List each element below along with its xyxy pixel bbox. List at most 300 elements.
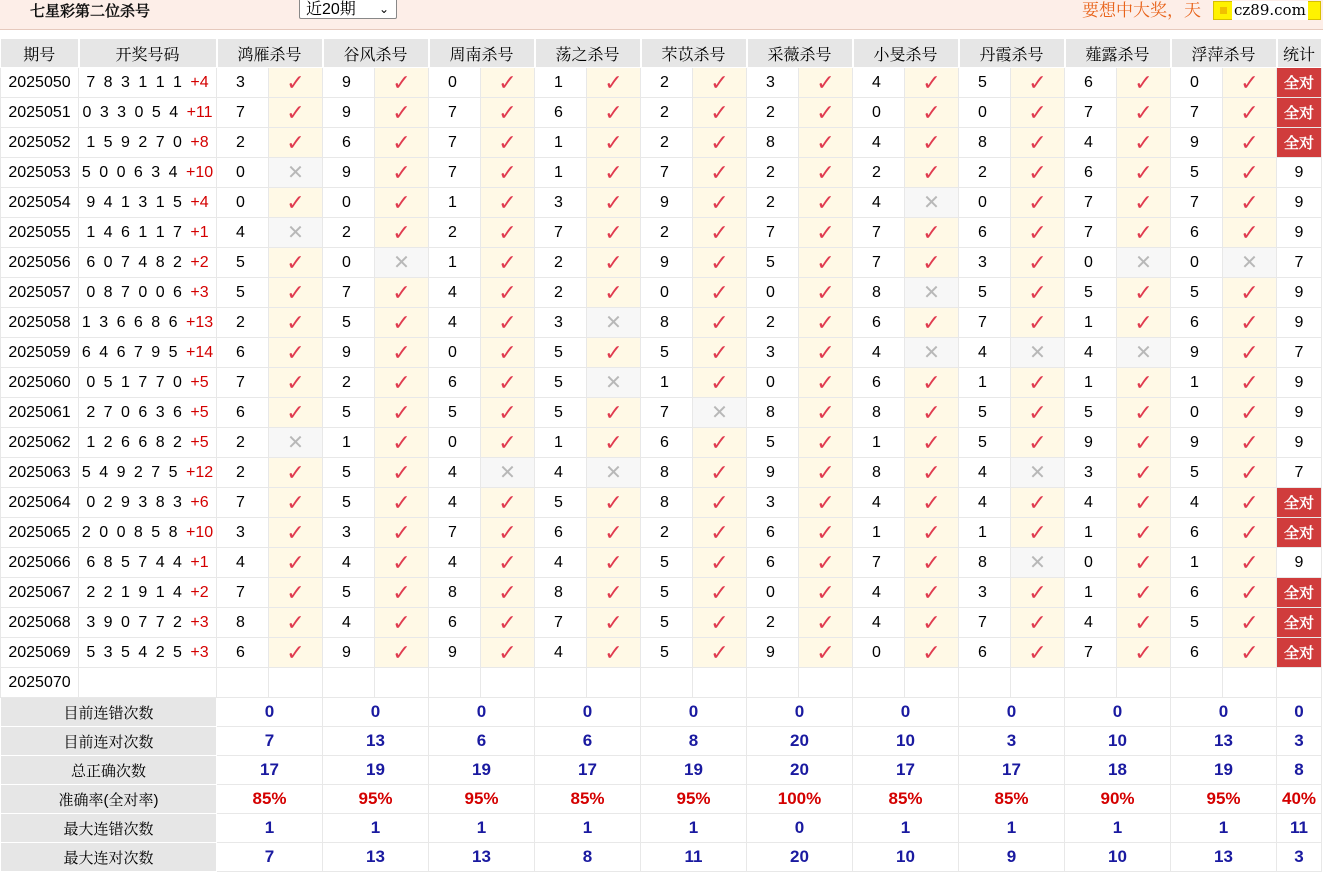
check-icon: ✓ [1223, 428, 1277, 458]
kill-number-cell: 1 [853, 518, 905, 548]
summary-row [1, 756, 1322, 785]
summary-label: 目前连对次数 [1, 727, 217, 756]
header-stat: 统计 [1277, 39, 1322, 68]
kill-number-cell: 2 [747, 158, 799, 188]
check-icon: ✓ [1223, 608, 1277, 638]
draw-numbers: 6 8 5 7 4 4 [86, 553, 184, 571]
kill-number-cell: 6 [217, 338, 269, 368]
period-cell: 2025055 [1, 218, 79, 248]
summary-value: 0 [853, 698, 959, 727]
kill-number-cell: 5 [747, 428, 799, 458]
kill-number-cell: 8 [747, 398, 799, 428]
summary-value: 0 [323, 698, 429, 727]
check-icon: ✓ [481, 518, 535, 548]
check-icon: ✓ [1117, 608, 1171, 638]
check-icon: ✓ [1117, 68, 1171, 98]
draw-extra-number: +2 [190, 583, 209, 601]
summary-value: 19 [429, 756, 535, 785]
check-icon: ✓ [1117, 488, 1171, 518]
kill-number-cell: 7 [959, 608, 1011, 638]
check-icon: ✓ [587, 608, 641, 638]
check-icon: ✓ [1117, 458, 1171, 488]
draw-cell [79, 518, 217, 548]
kill-number-cell: 4 [1065, 128, 1117, 158]
check-icon: ✓ [1011, 158, 1065, 188]
kill-number-cell: 5 [641, 608, 693, 638]
kill-number-cell: 6 [747, 548, 799, 578]
kill-number-cell: 5 [959, 278, 1011, 308]
kill-number-cell: 1 [641, 368, 693, 398]
check-icon: ✓ [481, 158, 535, 188]
kill-number-cell: 7 [217, 488, 269, 518]
kill-number-cell: 6 [1171, 638, 1223, 668]
table-row [1, 278, 1322, 308]
check-icon: ✓ [375, 638, 429, 668]
kill-number-cell: 6 [853, 308, 905, 338]
table-header-row [1, 39, 1322, 68]
period-cell: 2025063 [1, 458, 79, 488]
check-icon: ✓ [587, 98, 641, 128]
header-expert[interactable]: 荡之杀号 [535, 39, 641, 68]
kill-number-cell: 8 [853, 458, 905, 488]
current-kill-spacer [481, 668, 535, 698]
kill-number-cell: 5 [1171, 278, 1223, 308]
summary-value: 10 [853, 727, 959, 756]
summary-value: 17 [535, 756, 641, 785]
kill-number-cell: 5 [1065, 278, 1117, 308]
kill-number-cell: 1 [429, 188, 481, 218]
cross-icon: ✕ [1117, 248, 1171, 278]
draw-extra-number: +5 [190, 373, 209, 391]
draw-extra-number: +4 [190, 73, 209, 91]
check-icon: ✓ [1011, 638, 1065, 668]
draw-extra-number: +2 [190, 253, 209, 271]
kill-number-cell: 9 [641, 188, 693, 218]
kill-number-cell: 7 [1065, 188, 1117, 218]
summary-value: 85% [959, 785, 1065, 814]
kill-number-cell: 4 [959, 458, 1011, 488]
draw-extra-number: +10 [185, 163, 214, 181]
check-icon: ✓ [587, 218, 641, 248]
summary-stat-value: 0 [1277, 698, 1322, 727]
check-icon: ✓ [269, 248, 323, 278]
draw-extra-number: +11 [186, 103, 213, 121]
summary-value: 8 [535, 843, 641, 872]
kill-number-cell: 9 [323, 68, 375, 98]
logo-square-icon [1220, 7, 1227, 14]
check-icon: ✓ [481, 368, 535, 398]
check-icon: ✓ [905, 248, 959, 278]
kill-number-cell: 0 [959, 98, 1011, 128]
check-icon: ✓ [269, 308, 323, 338]
summary-value: 17 [217, 756, 323, 785]
draw-numbers: 6 0 7 4 8 2 [86, 253, 184, 271]
check-icon: ✓ [1117, 278, 1171, 308]
header-expert[interactable]: 周南杀号 [429, 39, 535, 68]
check-icon: ✓ [481, 398, 535, 428]
kill-number-cell: 7 [217, 368, 269, 398]
summary-value: 3 [959, 727, 1065, 756]
summary-value: 1 [959, 814, 1065, 843]
check-icon: ✓ [799, 98, 853, 128]
header-expert[interactable]: 采薇杀号 [747, 39, 853, 68]
check-icon: ✓ [1117, 188, 1171, 218]
check-icon: ✓ [269, 68, 323, 98]
kill-number-cell: 7 [853, 248, 905, 278]
cross-icon: ✕ [587, 368, 641, 398]
check-icon: ✓ [1223, 98, 1277, 128]
period-range-select[interactable] [299, 0, 397, 19]
draw-cell [79, 608, 217, 638]
summary-value: 1 [429, 814, 535, 843]
kill-number-cell: 8 [641, 488, 693, 518]
check-icon: ✓ [269, 578, 323, 608]
table-row [1, 608, 1322, 638]
check-icon: ✓ [799, 278, 853, 308]
current-kill-spacer [1117, 668, 1171, 698]
kill-number-cell: 8 [853, 278, 905, 308]
check-icon: ✓ [1011, 128, 1065, 158]
check-icon: ✓ [799, 488, 853, 518]
kill-number-cell: 4 [853, 128, 905, 158]
check-icon: ✓ [481, 218, 535, 248]
summary-value: 1 [323, 814, 429, 843]
draw-extra-number: +14 [185, 343, 214, 361]
row-stat-cell: 全对 [1277, 488, 1322, 518]
check-icon: ✓ [587, 188, 641, 218]
kill-number-cell: 5 [535, 338, 587, 368]
period-cell: 2025064 [1, 488, 79, 518]
row-stat-cell: 9 [1277, 398, 1322, 428]
summary-value: 95% [429, 785, 535, 814]
summary-value: 85% [217, 785, 323, 814]
table-row [1, 68, 1322, 98]
draw-numbers: 2 0 0 8 5 8 [81, 523, 180, 541]
summary-value: 6 [535, 727, 641, 756]
kill-number-cell: 6 [641, 428, 693, 458]
draw-numbers: 1 4 6 1 1 7 [86, 223, 184, 241]
check-icon: ✓ [693, 368, 747, 398]
check-icon: ✓ [1223, 458, 1277, 488]
check-icon: ✓ [269, 368, 323, 398]
check-icon: ✓ [587, 278, 641, 308]
period-cell: 2025052 [1, 128, 79, 158]
kill-number-cell: 7 [1171, 188, 1223, 218]
kill-number-cell: 6 [1171, 518, 1223, 548]
kill-number-cell: 2 [641, 218, 693, 248]
header-expert[interactable]: 丹霞杀号 [959, 39, 1065, 68]
table-row [1, 548, 1322, 578]
kill-number-cell: 4 [853, 578, 905, 608]
promo-text[interactable]: 要想中大奖，天 [1082, 1, 1201, 20]
check-icon: ✓ [375, 98, 429, 128]
row-stat-cell: 9 [1277, 548, 1322, 578]
draw-cell [79, 488, 217, 518]
check-icon: ✓ [1011, 578, 1065, 608]
kill-number-cell: 2 [959, 158, 1011, 188]
summary-stat-value: 3 [1277, 843, 1322, 872]
period-cell: 2025056 [1, 248, 79, 278]
check-icon: ✓ [905, 98, 959, 128]
check-icon: ✓ [375, 338, 429, 368]
kill-number-cell: 0 [323, 188, 375, 218]
check-icon: ✓ [587, 248, 641, 278]
kill-number-cell: 1 [323, 428, 375, 458]
kill-number-cell: 0 [429, 68, 481, 98]
check-icon: ✓ [1223, 368, 1277, 398]
draw-cell [79, 98, 217, 128]
check-icon: ✓ [799, 68, 853, 98]
draw-extra-number: +1 [190, 223, 209, 241]
kill-number-cell: 2 [429, 218, 481, 248]
kill-number-cell: 7 [217, 578, 269, 608]
kill-number-cell: 4 [853, 488, 905, 518]
row-stat-cell: 全对 [1277, 98, 1322, 128]
check-icon: ✓ [1223, 218, 1277, 248]
check-icon: ✓ [481, 578, 535, 608]
draw-extra-number: +6 [190, 493, 209, 511]
summary-value: 1 [641, 814, 747, 843]
kill-number-cell: 2 [747, 188, 799, 218]
row-stat-cell: 全对 [1277, 518, 1322, 548]
kill-number-cell: 5 [323, 488, 375, 518]
check-icon: ✓ [587, 398, 641, 428]
header-expert[interactable]: 芣苡杀号 [641, 39, 747, 68]
kill-number-cell: 4 [429, 488, 481, 518]
check-icon: ✓ [693, 98, 747, 128]
check-icon: ✓ [269, 488, 323, 518]
check-icon: ✓ [1011, 218, 1065, 248]
draw-extra-number: +13 [185, 313, 214, 331]
table-row [1, 428, 1322, 458]
kill-number-cell: 8 [641, 308, 693, 338]
draw-cell [79, 638, 217, 668]
header-expert[interactable]: 小旻杀号 [853, 39, 959, 68]
check-icon: ✓ [905, 488, 959, 518]
kill-number-cell: 9 [747, 638, 799, 668]
header-expert[interactable]: 薤露杀号 [1065, 39, 1171, 68]
cross-icon: ✕ [587, 458, 641, 488]
check-icon: ✓ [799, 158, 853, 188]
kill-number-cell: 9 [323, 98, 375, 128]
draw-cell [79, 368, 217, 398]
current-kill-spacer [799, 668, 853, 698]
check-icon: ✓ [1011, 188, 1065, 218]
table-row [1, 578, 1322, 608]
summary-value: 0 [535, 698, 641, 727]
kill-number-cell: 2 [217, 458, 269, 488]
kill-number-cell: 6 [959, 638, 1011, 668]
kill-number-cell: 1 [1065, 368, 1117, 398]
draw-numbers: 0 8 7 0 0 6 [86, 283, 184, 301]
kill-number-cell: 5 [535, 368, 587, 398]
summary-value: 0 [217, 698, 323, 727]
draw-cell [79, 158, 217, 188]
check-icon: ✓ [375, 518, 429, 548]
kill-number-cell: 6 [1065, 158, 1117, 188]
kill-number-cell: 8 [217, 608, 269, 638]
draw-numbers: 3 9 0 7 7 2 [86, 613, 184, 631]
draw-extra-number: +10 [185, 523, 214, 541]
kill-number-cell: 4 [217, 548, 269, 578]
draw-cell [79, 578, 217, 608]
check-icon: ✓ [799, 638, 853, 668]
header-period: 期号 [1, 39, 79, 68]
kill-number-cell: 7 [429, 98, 481, 128]
check-icon: ✓ [905, 128, 959, 158]
kill-number-cell: 8 [853, 398, 905, 428]
check-icon: ✓ [1223, 548, 1277, 578]
current-kill-number: 6 [1065, 668, 1117, 698]
kill-number-cell: 7 [1065, 638, 1117, 668]
summary-value: 1 [853, 814, 959, 843]
period-cell: 2025066 [1, 548, 79, 578]
check-icon: ✓ [481, 548, 535, 578]
check-icon: ✓ [799, 218, 853, 248]
kill-number-cell: 5 [959, 428, 1011, 458]
cross-icon: ✕ [481, 458, 535, 488]
check-icon: ✓ [269, 338, 323, 368]
current-kill-number: 9 [217, 668, 269, 698]
kill-number-cell: 7 [1171, 98, 1223, 128]
table-row [1, 248, 1322, 278]
kill-number-cell: 9 [323, 638, 375, 668]
current-kill-number: 7 [1171, 668, 1223, 698]
current-kill-number: 5 [747, 668, 799, 698]
kill-number-cell: 3 [217, 518, 269, 548]
draw-cell [79, 338, 217, 368]
check-icon: ✓ [1117, 518, 1171, 548]
check-icon: ✓ [693, 548, 747, 578]
check-icon: ✓ [375, 188, 429, 218]
kill-number-cell: 2 [747, 98, 799, 128]
current-kill-number: 4 [641, 668, 693, 698]
summary-value: 0 [959, 698, 1065, 727]
kill-number-cell: 4 [429, 458, 481, 488]
kill-number-cell: 4 [853, 608, 905, 638]
row-stat-cell: 9 [1277, 188, 1322, 218]
kill-number-cell: 6 [429, 608, 481, 638]
kill-number-cell: 0 [1171, 68, 1223, 98]
check-icon: ✓ [799, 428, 853, 458]
check-icon: ✓ [693, 338, 747, 368]
kill-number-cell: 5 [1171, 158, 1223, 188]
header-expert[interactable]: 谷风杀号 [323, 39, 429, 68]
kill-number-cell: 6 [959, 218, 1011, 248]
check-icon: ✓ [1223, 308, 1277, 338]
kill-number-cell: 8 [959, 548, 1011, 578]
summary-label: 准确率(全对率) [1, 785, 217, 814]
draw-extra-number: +5 [190, 403, 209, 421]
summary-value: 0 [429, 698, 535, 727]
row-stat-cell: 全对 [1277, 578, 1322, 608]
draw-numbers: 2 7 0 6 3 6 [86, 403, 184, 421]
check-icon: ✓ [1117, 218, 1171, 248]
kill-number-cell: 1 [1065, 308, 1117, 338]
kill-number-cell: 7 [747, 218, 799, 248]
kill-number-cell: 9 [747, 458, 799, 488]
kill-number-table [0, 38, 1323, 872]
period-cell: 2025065 [1, 518, 79, 548]
table-row [1, 188, 1322, 218]
table-row [1, 488, 1322, 518]
summary-label: 目前连错次数 [1, 698, 217, 727]
header-expert[interactable]: 鸿雁杀号 [217, 39, 323, 68]
kill-number-cell: 4 [323, 608, 375, 638]
check-icon: ✓ [481, 68, 535, 98]
check-icon: ✓ [905, 608, 959, 638]
kill-number-cell: 5 [641, 638, 693, 668]
kill-number-cell: 6 [323, 128, 375, 158]
kill-number-cell: 4 [429, 548, 481, 578]
draw-cell [79, 248, 217, 278]
check-icon: ✓ [1011, 488, 1065, 518]
draw-extra-number: +1 [190, 553, 209, 571]
kill-number-cell: 0 [217, 158, 269, 188]
check-icon: ✓ [905, 158, 959, 188]
row-stat-cell: 7 [1277, 248, 1322, 278]
summary-value: 100% [747, 785, 853, 814]
check-icon: ✓ [1011, 608, 1065, 638]
draw-cell [79, 68, 217, 98]
check-icon: ✓ [481, 278, 535, 308]
current-kill-number: 5 [959, 668, 1011, 698]
summary-value: 20 [747, 843, 853, 872]
kill-number-cell: 0 [747, 368, 799, 398]
check-icon: ✓ [375, 608, 429, 638]
current-kill-spacer [375, 668, 429, 698]
table-row [1, 218, 1322, 248]
check-icon: ✓ [375, 278, 429, 308]
check-icon: ✓ [375, 578, 429, 608]
check-icon: ✓ [1117, 638, 1171, 668]
page-header [0, 0, 1323, 30]
summary-value: 19 [323, 756, 429, 785]
kill-number-cell: 1 [853, 428, 905, 458]
check-icon: ✓ [1011, 518, 1065, 548]
check-icon: ✓ [587, 518, 641, 548]
kill-number-cell: 1 [1171, 368, 1223, 398]
row-stat-cell: 9 [1277, 158, 1322, 188]
kill-number-cell: 7 [1065, 98, 1117, 128]
check-icon: ✓ [799, 188, 853, 218]
row-stat-cell: 9 [1277, 218, 1322, 248]
header-expert[interactable]: 浮萍杀号 [1171, 39, 1277, 68]
draw-extra-number: +3 [190, 643, 209, 661]
check-icon: ✓ [375, 368, 429, 398]
current-kill-spacer [693, 668, 747, 698]
kill-number-cell: 6 [1171, 578, 1223, 608]
kill-number-cell: 7 [429, 518, 481, 548]
cross-icon: ✕ [1117, 338, 1171, 368]
check-icon: ✓ [1011, 428, 1065, 458]
check-icon: ✓ [1223, 158, 1277, 188]
check-icon: ✓ [587, 128, 641, 158]
current-kill-spacer [269, 668, 323, 698]
check-icon: ✓ [799, 248, 853, 278]
cross-icon: ✕ [905, 278, 959, 308]
check-icon: ✓ [375, 128, 429, 158]
draw-cell [79, 428, 217, 458]
summary-value: 17 [853, 756, 959, 785]
kill-number-cell: 9 [1065, 428, 1117, 458]
summary-value: 0 [747, 814, 853, 843]
kill-number-cell: 2 [747, 608, 799, 638]
check-icon: ✓ [1011, 248, 1065, 278]
kill-number-cell: 4 [1065, 608, 1117, 638]
kill-number-cell: 1 [1065, 518, 1117, 548]
site-logo[interactable] [1213, 1, 1321, 20]
